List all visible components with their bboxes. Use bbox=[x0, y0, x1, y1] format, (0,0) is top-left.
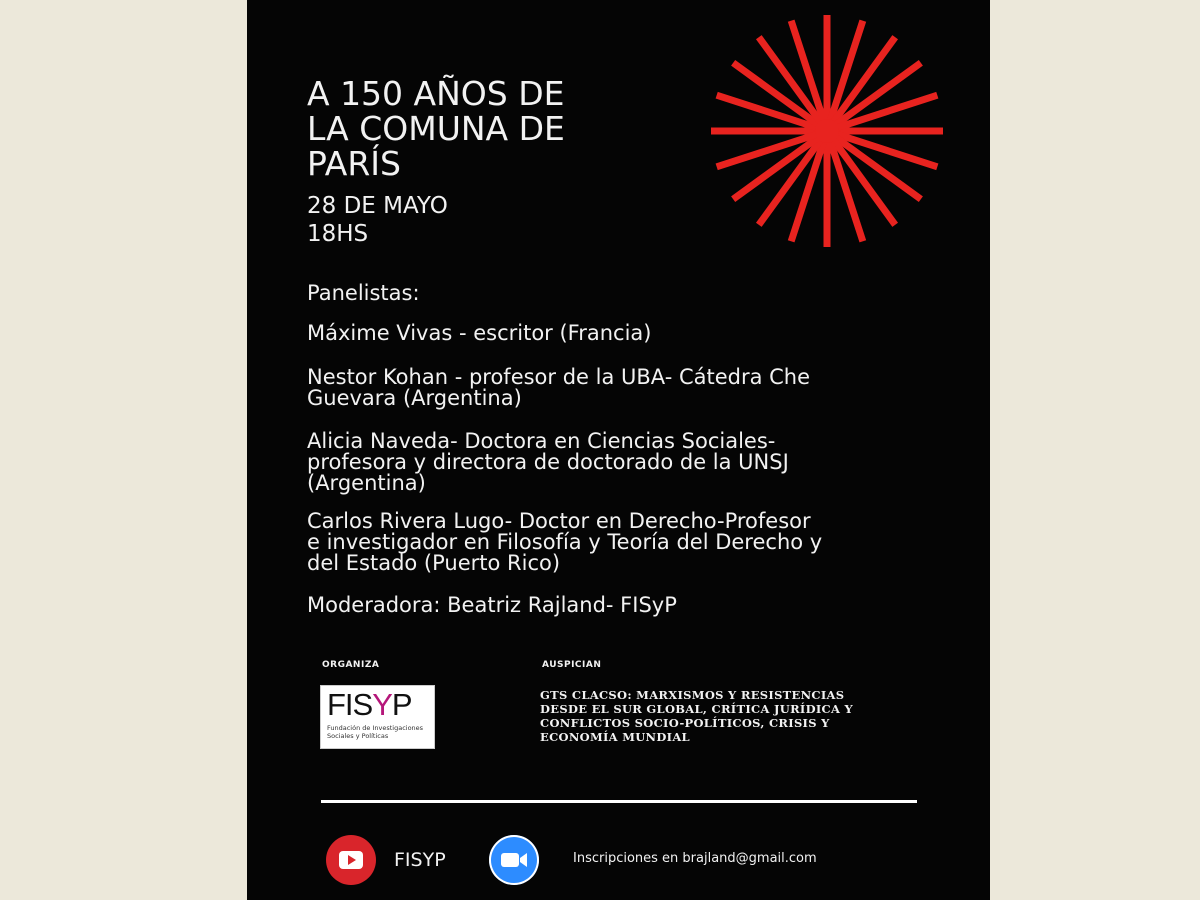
auspician-line: ECONOMÍA MUNDIAL bbox=[540, 730, 690, 744]
auspician-text bbox=[540, 688, 870, 744]
panelist-line: Carlos Rivera Lugo- Doctor en Derecho-Profesor bbox=[307, 509, 811, 533]
event-title bbox=[307, 76, 565, 181]
panelist-line: del Estado (Puerto Rico) bbox=[307, 551, 561, 575]
panelist-line: profesora y directora de doctorado de la UNSJ bbox=[307, 450, 789, 474]
youtube-icon[interactable] bbox=[326, 835, 376, 885]
title-line: LA COMUNA DE bbox=[307, 109, 565, 148]
auspician-line: DESDE EL SUR GLOBAL, CRÍTICA JURÍDICA Y bbox=[540, 702, 854, 716]
youtube-channel-label[interactable]: FISYP bbox=[394, 849, 446, 871]
zoom-icon[interactable] bbox=[489, 835, 539, 885]
fisyp-logo bbox=[320, 685, 435, 749]
organiza-label: ORGANIZA bbox=[322, 660, 380, 670]
panelist-item bbox=[307, 511, 822, 574]
auspician-line: CONFLICTOS SOCIO-POLÍTICOS, CRISIS Y bbox=[540, 716, 830, 730]
divider-line bbox=[321, 800, 917, 803]
panelist-item bbox=[307, 431, 789, 494]
title-line: A 150 AÑOS DE bbox=[307, 74, 565, 113]
logo-word-suffix: P bbox=[391, 687, 412, 722]
panelist-line: Alicia Naveda- Doctora en Ciencias Sociales- bbox=[307, 429, 776, 453]
panelist-line: (Argentina) bbox=[307, 471, 426, 495]
youtube-glyph bbox=[326, 835, 376, 885]
logo-subtitle-line: Fundación de Investigaciones bbox=[327, 724, 424, 732]
event-datetime bbox=[307, 192, 448, 248]
sunburst-icon bbox=[709, 13, 945, 249]
panelist-item: Máxime Vivas - escritor (Francia) bbox=[307, 321, 652, 345]
panelist-line: Guevara (Argentina) bbox=[307, 386, 522, 410]
logo-wordmark bbox=[327, 688, 412, 722]
auspician-label: AUSPICIAN bbox=[542, 660, 602, 670]
event-poster bbox=[247, 0, 990, 900]
logo-subtitle-line: Sociales y Políticas bbox=[327, 732, 389, 740]
event-date: 28 DE MAYO bbox=[307, 193, 448, 219]
registration-email[interactable]: Inscripciones en brajland@gmail.com bbox=[573, 851, 817, 866]
moderator: Moderadora: Beatriz Rajland- FISyP bbox=[307, 593, 677, 617]
title-line: PARÍS bbox=[307, 144, 401, 183]
panelist-line: e investigador en Filosofía y Teoría del Derecho y bbox=[307, 530, 823, 554]
panelists-heading: Panelistas: bbox=[307, 281, 420, 305]
sunburst-center bbox=[815, 119, 839, 143]
event-time: 18HS bbox=[307, 221, 369, 247]
panelist-item bbox=[307, 367, 810, 409]
logo-subtitle bbox=[327, 724, 431, 740]
panelist-line: Nestor Kohan - profesor de la UBA- Cátedra Che bbox=[307, 365, 811, 389]
zoom-glyph bbox=[489, 835, 539, 885]
logo-word-prefix: FIS bbox=[327, 687, 373, 722]
auspician-line: GTS CLACSO: MARXISMOS Y RESISTENCIAS bbox=[540, 688, 845, 702]
logo-word-y: Y bbox=[372, 687, 392, 722]
